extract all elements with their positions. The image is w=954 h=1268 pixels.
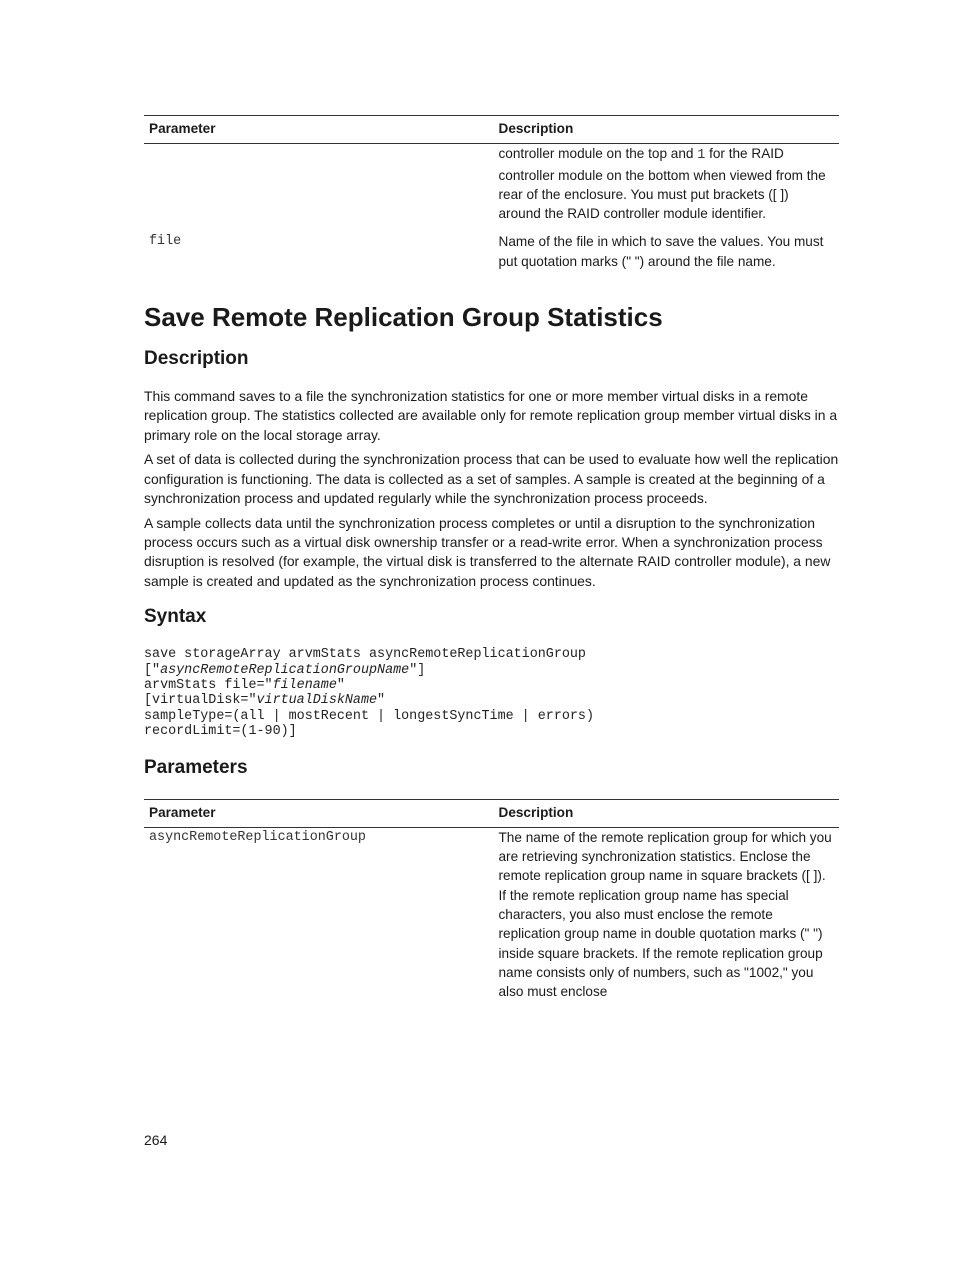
description-heading: Description (144, 348, 249, 370)
syntax-code-block: save storageArray arvmStats asyncRemoteReplicationGroup ["asyncRemoteReplicationGroupName"] arvmStats file="filename" [virtualDisk="virtualDiskName" sampleType=(all | mostRecent | longestSyncTime | errors) recordLimit=(1-90)] (144, 647, 594, 740)
description-cell: Name of the file in which to save the values. You must put quotation marks (" ") around the file name. (498, 234, 824, 269)
continued-parameter-table (144, 115, 839, 280)
parameters-heading: Parameters (144, 756, 248, 778)
header-description: Description (494, 799, 840, 827)
description-paragraph: This command saves to a file the synchronization statistics for one or more member virtual disks in a remote replication group. The statistics collected are available only for remote replication group member virtual disks in a primary role on the local storage array. (144, 388, 838, 443)
description-paragraph: A sample collects data until the synchronization process completes or until a disruption to the synchronization process occurs such as a virtual disk ownership transfer or a read-write error. When a synchronization process disruption is resolved (for example, the virtual disk is transferred to the alternate RAID controller module), a new sample is created and updated as the synchronization process continues. (144, 514, 831, 589)
parameters-table (144, 799, 839, 1011)
description-paragraph: A set of data is collected during the synchronization process that can be used to evaluate how well the replication configuration is functioning. The data is collected as a set of samples. A sample is created at the beginning of a synchronization process and updated regularly while the synchronization process proceeds. (144, 451, 839, 507)
table-row (144, 827, 839, 1010)
description-cell: controller module on the top and 1 for the RAID controller module on the bottom when viewed from the rear of the enclosure. You must put brackets ([ ]) around the RAID controller module identifier. (498, 146, 826, 222)
description-cell: The name of the remote replication group for which you are retrieving synchronization statistics. Enclose the remote replication group name in square brackets ([ ]). If the remote replication group name has special characters, you also must enclose the remote replication group name in double quotation marks (" ") inside square brackets. If the remote replication group name consists only of numbers, such as "1002," you also must enclose (498, 829, 832, 1000)
page-content (144, 115, 839, 1011)
header-parameter: Parameter (144, 116, 494, 144)
table-row (144, 144, 839, 233)
header-description: Description (494, 116, 840, 144)
parameter-cell: asyncRemoteReplicationGroup (149, 829, 366, 845)
page-number: 264 (144, 1132, 168, 1148)
table-header-row (144, 116, 839, 144)
syntax-heading: Syntax (144, 606, 207, 628)
header-parameter: Parameter (144, 799, 494, 827)
table-row (144, 232, 839, 280)
description-body (144, 387, 839, 591)
table-header-row (144, 799, 839, 827)
parameter-cell (144, 144, 494, 233)
page-title: Save Remote Replication Group Statistics (144, 302, 663, 333)
parameter-cell: file (149, 234, 182, 250)
